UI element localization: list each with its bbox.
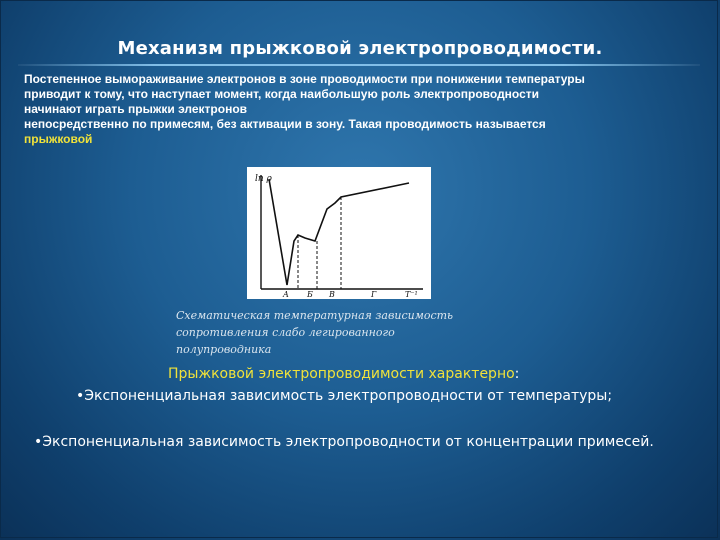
title-divider [18, 64, 700, 66]
intro-line: непосредственно по примесям, без активации в зону. Такая проводимость называется [24, 117, 546, 131]
features-heading-text: Прыжковой электропроводимости характерно [168, 366, 515, 382]
point-label-v: В [329, 290, 335, 299]
intro-paragraph [24, 72, 694, 147]
slide-title: Механизм прыжковой электропроводимости. [117, 38, 603, 59]
point-label-a: A [283, 290, 289, 299]
resistance-temperature-figure [247, 167, 431, 299]
point-label-g: Г [371, 290, 377, 299]
intro-line: приводит к тому, что наступает момент, когда наибольшую роль электропроводности [24, 87, 540, 101]
figure-caption [176, 307, 476, 358]
y-axis-label: ln ρ [255, 174, 272, 184]
features-heading-colon: : [514, 366, 520, 382]
resistance-curve [269, 179, 409, 285]
bullet-concentration: •Экспоненциальная зависимость электропроводности от концентрации примесей. [34, 434, 654, 450]
bullet-temperature: •Экспоненциальная зависимость электропроводности от температуры; [76, 388, 613, 404]
intro-line: начинают играть прыжки электронов [24, 102, 248, 116]
caption-line: Схематическая температурная зависимость [176, 309, 454, 322]
caption-line: сопротивления слабо легированного [176, 326, 395, 339]
features-heading [168, 366, 519, 382]
point-label-b: Б [307, 290, 313, 299]
x-axis-label: T⁻¹ [405, 290, 418, 299]
caption-line: полупроводника [176, 343, 272, 356]
intro-highlight-term: прыжковой [24, 132, 93, 146]
intro-line: Постепенное вымораживание электронов в зоне проводимости при понижении температуры [24, 72, 585, 86]
figure-svg [247, 167, 431, 299]
